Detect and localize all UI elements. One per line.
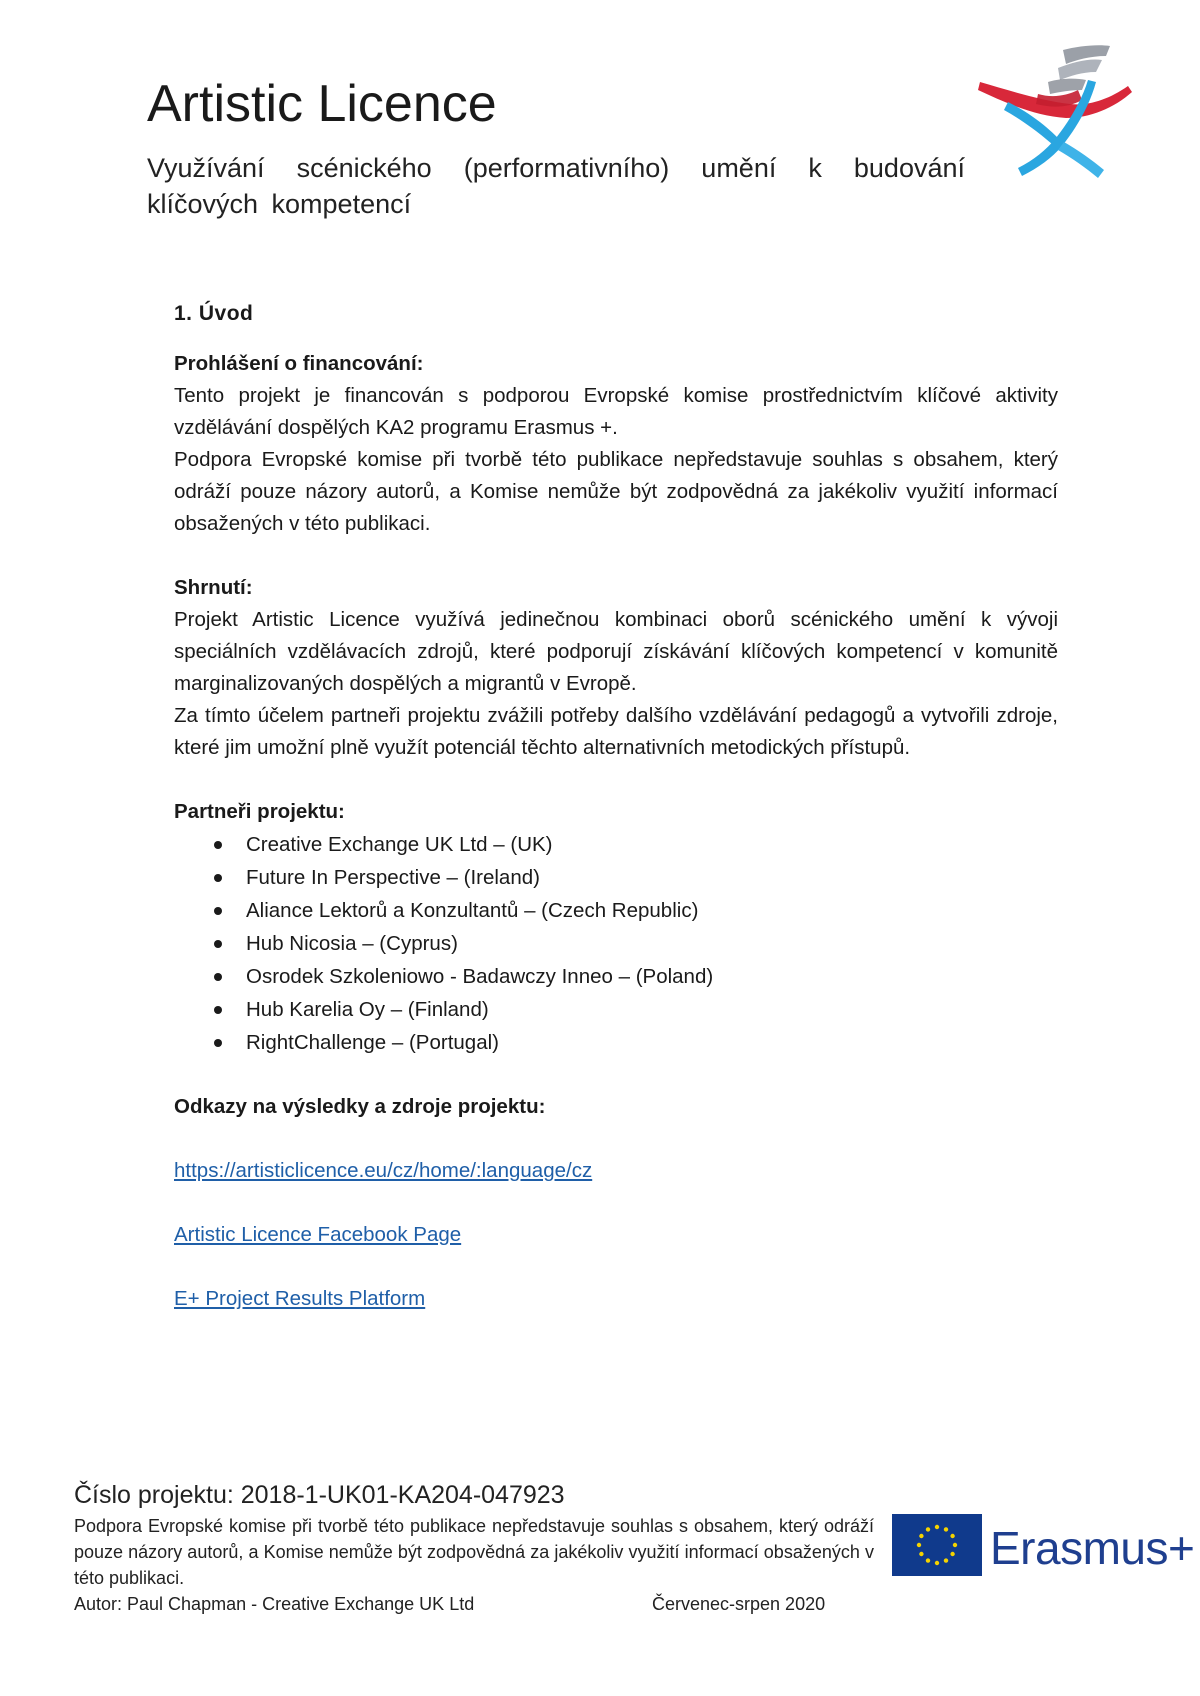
links-section: [174, 1091, 1058, 1315]
partner-name: Osrodek Szkoleniowo - Badawczy Inneo – (Poland): [246, 965, 714, 988]
star-logo-icon: [978, 42, 1138, 182]
list-item: [174, 1026, 1058, 1059]
partner-name: Creative Exchange UK Ltd – (UK): [246, 833, 553, 856]
erasmus-logo: [892, 1514, 1195, 1582]
author: Autor: Paul Chapman - Creative Exchange UK Ltd: [74, 1594, 475, 1614]
funding-paragraph: Podpora Evropské komise při tvorbě této publikace nepředstavuje souhlas s obsahem, který odráží pouze názory autorů, a Komise nemůže být zodpovědná za jakékoliv využití informací obsažených v této publikaci.: [174, 448, 1058, 535]
partner-name: Future In Perspective – (Ireland): [246, 866, 540, 889]
erasmus-wordmark: Erasmus+: [990, 1522, 1195, 1574]
partner-name: RightChallenge – (Portugal): [246, 1031, 499, 1054]
results-platform-link[interactable]: E+ Project Results Platform: [174, 1287, 426, 1310]
project-website-link[interactable]: https://artisticlicence.eu/cz/home/:language/cz: [174, 1159, 593, 1182]
document-subtitle: Využívání scénického (performativního) umění k budování klíčových kompetencí: [147, 153, 965, 219]
bullet-icon: [214, 1006, 222, 1014]
partner-name: Aliance Lektorů a Konzultantů – (Czech Republic): [246, 899, 699, 922]
partners-section: [174, 796, 1058, 1059]
summary-paragraph: Za tímto účelem partneři projektu zvážili potřeby dalšího vzdělávání pedagogů a vytvořili zdroje, které jim umožní plně využít potenciál těchto alternativních metodických přístupů.: [174, 704, 1058, 759]
footer-disclaimer: Podpora Evropské komise při tvorbě této publikace nepředstavuje souhlas s obsahem, který odráží pouze názory autorů, a Komise nemůže být zodpovědná za jakékoliv využití informací obsažených v této publikaci.: [74, 1516, 874, 1588]
publication-date: Červenec-srpen 2020: [652, 1594, 826, 1614]
bullet-icon: [214, 874, 222, 882]
list-item: [174, 861, 1058, 894]
facebook-page-link[interactable]: Artistic Licence Facebook Page: [174, 1223, 462, 1246]
list-item: [174, 828, 1058, 861]
eu-flag-icon: [892, 1514, 982, 1576]
bullet-icon: [214, 907, 222, 915]
links-title: Odkazy na výsledky a zdroje projektu:: [174, 1095, 546, 1118]
funding-section: [174, 348, 1058, 540]
summary-section: [174, 572, 1058, 764]
funding-paragraph: Tento projekt je financován s podporou Evropské komise prostřednictvím klíčové aktivity vzdělávání dospělých KA2 programu Erasmus +.: [174, 384, 1058, 439]
footer-meta: [74, 1591, 874, 1617]
partner-name: Hub Karelia Oy – (Finland): [246, 998, 489, 1021]
funding-title: Prohlášení o financování:: [174, 352, 424, 375]
list-item: [174, 960, 1058, 993]
page-footer: [74, 1479, 874, 1617]
bullet-icon: [214, 1039, 222, 1047]
partners-list: [174, 828, 1058, 1059]
list-item: [174, 927, 1058, 960]
bullet-icon: [214, 841, 222, 849]
document-title: Artistic Licence: [147, 75, 497, 133]
partner-name: Hub Nicosia – (Cyprus): [246, 932, 458, 955]
list-item: [174, 993, 1058, 1026]
section-heading: 1. Úvod: [174, 302, 254, 325]
bullet-icon: [214, 973, 222, 981]
partners-title: Partneři projektu:: [174, 800, 345, 823]
bullet-icon: [214, 940, 222, 948]
summary-title: Shrnutí:: [174, 576, 253, 599]
summary-paragraph: Projekt Artistic Licence využívá jedinečnou kombinaci oborů scénického umění k vývoji speciálních vzdělávacích zdrojů, které podporují získávání klíčových kompetencí v komunitě marginalizovaných dospělých a migrantů v Evropě.: [174, 608, 1058, 695]
project-number: Číslo projektu: 2018-1-UK01-KA204-047923: [74, 1481, 565, 1509]
list-item: [174, 894, 1058, 927]
